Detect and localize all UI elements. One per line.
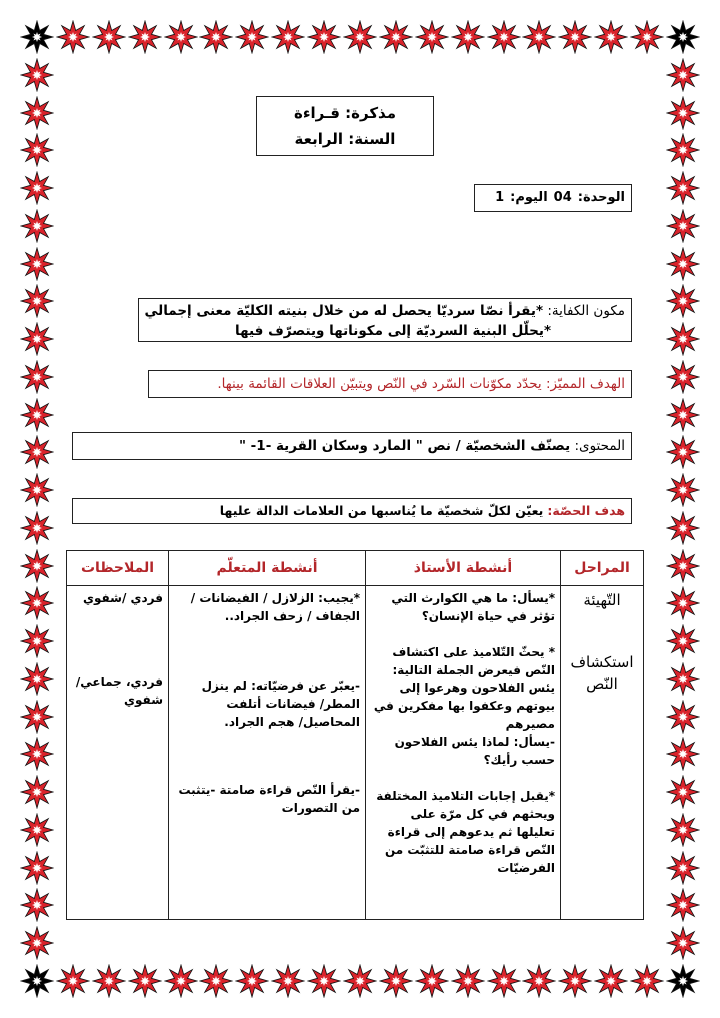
learner-activity-3: -يقرأ النّص قراءة صامتة -يتثبت من التصورات: [178, 783, 360, 815]
note-2: فردي، جماعي/ شفوي: [75, 675, 163, 707]
border-star-icon: [522, 964, 556, 998]
border-star-icon: [20, 209, 54, 243]
target-label: الهدف المميّز:: [545, 376, 625, 392]
border-star-icon: [666, 284, 700, 318]
border-star-icon: [20, 58, 54, 92]
border-star-icon: [666, 813, 700, 847]
border-star-icon: [630, 964, 664, 998]
teacher-activities-cell: [366, 586, 561, 920]
border-star-icon: [666, 926, 700, 960]
lesson-goal-text: يعيّن لكلّ شخصيّة ما يُناسبها من العلامات الدالة عليها: [219, 503, 544, 518]
border-star-icon: [487, 20, 521, 54]
header-learner: أنشطة المتعلّم: [169, 551, 366, 586]
learner-activities-cell: [169, 586, 366, 920]
border-star-icon: [558, 964, 592, 998]
border-star-icon: [92, 964, 126, 998]
notes-cell: [67, 586, 169, 920]
memo-title: مذكرة: قـراءة: [293, 104, 397, 122]
border-star-icon: [666, 398, 700, 432]
border-star-icon: [20, 700, 54, 734]
competence-box: [138, 298, 632, 342]
grade-level: السنة: الرابعة: [294, 130, 396, 148]
table-header-row: [67, 551, 644, 586]
border-star-icon: [199, 964, 233, 998]
border-star-icon: [20, 662, 54, 696]
border-star-icon: [20, 511, 54, 545]
border-star-icon: [271, 20, 305, 54]
border-star-icon: [271, 964, 305, 998]
border-star-icon: [20, 851, 54, 885]
note-1: فردي /شفوي: [83, 591, 163, 605]
border-star-icon: [20, 473, 54, 507]
border-star-icon: [666, 624, 700, 658]
border-star-icon: [199, 20, 233, 54]
border-star-icon: [666, 133, 700, 167]
border-star-icon: [20, 133, 54, 167]
border-star-icon: [666, 586, 700, 620]
target-objective-box: [148, 370, 632, 398]
stages-cell: [561, 586, 644, 920]
learner-activity-1: *يجيب: الزلازل / الفيضانات / الجفاف / زحف الجراد..: [190, 591, 360, 623]
corner-star-icon: [666, 964, 700, 998]
border-star-icon: [594, 20, 628, 54]
border-star-icon: [666, 888, 700, 922]
border-star-icon: [666, 737, 700, 771]
border-star-icon: [128, 20, 162, 54]
border-star-icon: [666, 209, 700, 243]
lesson-plan-table: [66, 550, 644, 920]
border-star-icon: [558, 20, 592, 54]
lesson-goal-label: هدف الحصّة:: [547, 503, 625, 518]
border-star-icon: [666, 851, 700, 885]
day-number: 1: [495, 190, 505, 205]
unit-label: الوحدة:: [577, 190, 625, 205]
competence-line-2: *يحلّل البنية السرديّة إلى مكوناتها ويتصرّف فيها: [235, 323, 551, 339]
target-text: يحدّد مكوّنات السّرد في النّص ويتبيّن العلاقات القائمة بينها.: [217, 376, 542, 392]
corner-star-icon: [20, 964, 54, 998]
border-star-icon: [20, 171, 54, 205]
border-star-icon: [235, 20, 269, 54]
border-star-icon: [20, 926, 54, 960]
border-star-icon: [487, 964, 521, 998]
border-star-icon: [20, 624, 54, 658]
border-star-icon: [343, 964, 377, 998]
border-star-icon: [666, 171, 700, 205]
border-star-icon: [20, 775, 54, 809]
border-star-icon: [20, 96, 54, 130]
border-star-icon: [20, 247, 54, 281]
border-star-icon: [379, 20, 413, 54]
border-star-icon: [415, 20, 449, 54]
border-star-icon: [20, 398, 54, 432]
border-star-icon: [451, 964, 485, 998]
border-star-icon: [666, 58, 700, 92]
border-star-icon: [20, 284, 54, 318]
border-star-icon: [666, 775, 700, 809]
border-star-icon: [307, 20, 341, 54]
border-star-icon: [522, 20, 556, 54]
border-star-icon: [379, 964, 413, 998]
border-star-icon: [666, 511, 700, 545]
border-star-icon: [666, 435, 700, 469]
teacher-activity-4: *يقبل إجابات التلاميذ المختلفة ويحثهم في كل مرّة على تعليلها ثم يدعوهم إلى قراءة النّص قراءة صامتة للتثبّت من الفرضيّات: [376, 789, 555, 875]
stage-warmup: التّهيئة: [583, 591, 621, 609]
border-star-icon: [20, 435, 54, 469]
stage-discovery: استكشاف النّص: [570, 653, 634, 693]
border-star-icon: [20, 549, 54, 583]
border-star-icon: [451, 20, 485, 54]
border-star-icon: [666, 473, 700, 507]
border-star-icon: [20, 322, 54, 356]
border-star-icon: [20, 360, 54, 394]
header-notes: الملاحظات: [67, 551, 169, 586]
border-star-icon: [20, 737, 54, 771]
learner-activity-2: -يعبّر عن فرضيّاته: لم ينزل المطر/ فيضانات أتلفت المحاصيل/ هجم الجراد.: [201, 679, 360, 729]
border-star-icon: [128, 964, 162, 998]
corner-star-icon: [20, 20, 54, 54]
border-star-icon: [666, 322, 700, 356]
border-star-icon: [594, 964, 628, 998]
lesson-goal-box: [72, 498, 632, 524]
border-star-icon: [164, 964, 198, 998]
table-row: [67, 586, 644, 920]
border-star-icon: [343, 20, 377, 54]
border-star-icon: [164, 20, 198, 54]
unit-day-box: [474, 184, 632, 212]
border-star-icon: [666, 96, 700, 130]
competence-line-1: *يقرأ نصّا سرديّا يحصل له من خلال بنيته الكليّة معنى إجمالي: [144, 303, 544, 319]
header-teacher: أنشطة الأستاذ: [366, 551, 561, 586]
border-star-icon: [307, 964, 341, 998]
border-star-icon: [20, 586, 54, 620]
border-star-icon: [56, 20, 90, 54]
border-star-icon: [235, 964, 269, 998]
border-star-icon: [630, 20, 664, 54]
border-star-icon: [20, 888, 54, 922]
border-star-icon: [666, 662, 700, 696]
border-star-icon: [666, 360, 700, 394]
content-label: المحتوى:: [574, 438, 625, 454]
teacher-activity-2: * يحثّ التّلاميذ على اكتشاف النّص فيعرض الجملة التالية: يئس الفلاحون وهرعوا إلى بيوتهم وعكفوا بها مفكرين في مصيرهم: [373, 645, 555, 731]
border-star-icon: [92, 20, 126, 54]
border-star-icon: [666, 700, 700, 734]
corner-star-icon: [666, 20, 700, 54]
border-star-icon: [415, 964, 449, 998]
day-label: اليوم:: [510, 190, 548, 205]
teacher-activity-1: *يسأل: ما هي الكوارث التي تؤثر في حياة الإنسان؟: [391, 591, 555, 623]
header-stages: المراحل: [561, 551, 644, 586]
border-star-icon: [666, 549, 700, 583]
border-star-icon: [56, 964, 90, 998]
competence-label: مكون الكفاية:: [547, 303, 625, 319]
content-text: يصنّف الشخصيّة / نص " المارد وسكان القرية -1- ": [238, 438, 571, 454]
teacher-activity-3: -يسأل: لماذا يئس الفلاحون حسب رأيك؟: [394, 735, 555, 767]
border-star-icon: [666, 247, 700, 281]
content-box: [72, 432, 632, 460]
unit-number: 04: [553, 190, 572, 205]
memo-title-box: [256, 96, 434, 156]
border-star-icon: [20, 813, 54, 847]
